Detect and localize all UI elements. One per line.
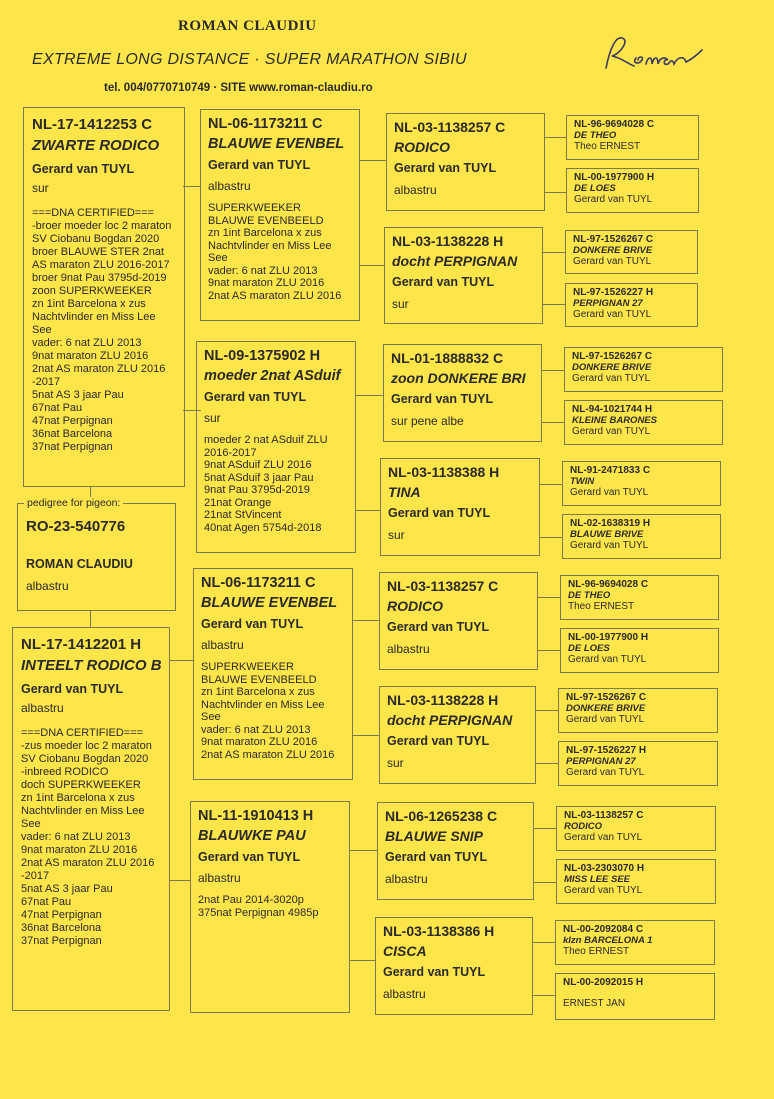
connector-line [540,484,562,485]
connector-line [350,850,377,851]
great-grandparent-card [379,686,536,784]
connector-line [536,763,558,764]
contact-line: tel. 004/0770710749 · SITE www.roman-claudiu.ro [104,82,373,94]
achievement-line: vader: 6 nat ZLU 2013 [201,723,311,736]
connector-line [352,735,379,736]
breeder-name: Gerard van TUYL [392,275,495,289]
achievements-list [32,207,176,454]
pigeon-name: BLAUWE EVENBEL [201,595,338,611]
pigeon-color: albastru [387,642,430,656]
achievement-line: 5nat AS 3 jaar Pau [32,389,124,401]
ring-number: NL-97-1526227 H [573,287,654,298]
ancestor-card [564,400,723,445]
ring-number: NL-00-1977900 H [574,172,655,183]
ancestor-card [565,283,698,327]
achievement-line: 9nat Pau 3795d-2019 [204,484,310,496]
breeder-name: Gerard van TUYL [32,162,135,176]
achievement-line: Nachtvlinder en Miss Lee [208,239,332,252]
connector-line [538,650,560,651]
ring-number: NL-97-1526227 H [566,745,647,756]
achievement-line: 5nat AS 3 jaar Pau [21,883,113,895]
ancestor-card [564,347,723,392]
breeder-name: Gerard van TUYL [204,390,307,404]
ring-number: NL-09-1375902 H [204,348,321,364]
achievement-line: -inbreed RODICO [21,766,109,778]
pigeon-name: INTEELT RODICO B [21,657,162,674]
pigeon-name: BLAUWE SNIP [385,828,483,844]
ring-number: NL-11-1910413 H [198,808,314,824]
achievement-line: moeder 2 nat ASduif ZLU [204,434,328,446]
connector-line [183,186,201,187]
pigeon-color: albastru [385,872,428,886]
achievement-line: 67nat Pau [21,896,72,908]
breeder-name: Gerard van TUYL [573,256,652,267]
great-grandparent-card [383,344,542,442]
pigeon-color: albastru [201,638,244,652]
connector-line [540,537,562,538]
grandparent-card [190,801,350,1013]
pigeon-name: PERPIGNAN 27 [566,756,636,767]
pigeon-name: TWIN [570,476,595,487]
pigeon-color: sur [388,528,405,542]
achievement-line: 2016-2017 [204,446,257,459]
connector-line [170,880,190,881]
ring-number: NL-00-2092084 C [563,924,644,935]
ring-number: NL-03-1138386 H [383,923,495,939]
pigeon-color: sur [387,756,404,770]
connector-line [543,304,565,305]
pigeon-name: BLAUWKE PAU [198,828,306,844]
achievement-line: See [32,324,52,336]
ring-number: NL-97-1526267 C [572,351,653,362]
achievement-line: SUPERKWEEKER [208,202,301,214]
subtitle: EXTREME LONG DISTANCE · SUPER MARATHON SIBIU [32,51,467,68]
pigeon-color: sur [392,297,409,311]
achievement-line: zn 1int Barcelona x zus [201,686,315,698]
achievement-line: vader: 6 nat ZLU 2013 [21,831,131,843]
connector-line [542,370,564,371]
pigeon-color: albastru [394,183,437,197]
pigeon-name: moeder 2nat ASduif [204,368,341,384]
grandparent-card [196,341,356,553]
ring-number: NL-17-1412201 H [21,636,142,653]
ancestor-card [555,920,715,965]
pigeon-color: albastru [26,579,69,593]
connector-line [170,660,194,661]
ring-number: NL-97-1526267 C [566,692,647,703]
achievement-line: 36nat Barcelona [21,922,102,934]
breeder-name: Gerard van TUYL [568,654,647,665]
achievement-line: 9nat maraton ZLU 2016 [32,350,149,362]
ancestor-card [562,461,721,506]
breeder-name: Gerard van TUYL [570,540,649,551]
breeder-name: Theo ERNEST [568,601,635,612]
ring-number: NL-03-1138388 H [388,464,500,480]
pigeon-color: albastru [21,701,64,715]
pigeon-name: DONKERE BRIVE [573,245,653,256]
breeder-name: Gerard van TUYL [385,850,488,864]
pigeon-name: BLAUWE BRIVE [570,529,644,540]
connector-line [543,252,565,253]
achievement-line: SV Ciobanu Bogdan 2020 [32,233,160,245]
subject-card [17,503,176,611]
ring-number: NL-03-1138228 H [387,692,499,708]
connector-line [545,137,566,138]
connector-line [360,265,384,266]
owner-name: ROMAN CLAUDIU [26,557,133,571]
ring-number: NL-06-1265238 C [385,808,498,824]
pigeon-name: klzn BARCELONA 1 [563,935,653,946]
achievement-line: See [21,818,41,830]
pigeon-name: RODICO [564,821,602,832]
achievement-line: See [201,711,221,723]
breeder-name: Gerard van TUYL [208,158,311,172]
breeder-name: Gerard van TUYL [201,617,304,631]
pigeon-name: DONKERE BRIVE [572,362,652,373]
achievement-line: See [208,252,228,264]
connector-line [545,192,566,193]
achievement-line: 36nat Barcelona [32,428,113,440]
connector-line [352,620,379,621]
breeder-name: Gerard van TUYL [383,965,486,979]
pigeon-color: sur [204,411,221,425]
achievements-list [204,434,348,534]
breeder-title: ROMAN CLAUDIU [178,18,317,34]
connector-line [534,882,556,883]
pigeon-name: docht PERPIGNAN [392,253,518,269]
achievements-list [201,661,345,761]
ring-number: NL-94-1021744 H [572,404,653,415]
ring-number: NL-17-1412253 C [32,116,153,133]
pigeon-name: DE LOES [574,183,616,194]
breeder-name: Gerard van TUYL [566,714,645,725]
great-grandparent-card [375,917,533,1015]
ancestor-card [566,115,699,160]
breeder-name: Gerard van TUYL [387,620,490,634]
achievement-line: vader: 6 nat ZLU 2013 [32,337,142,349]
pigeon-name: DONKERE BRIVE [566,703,646,714]
pigeon-name: BLAUWE EVENBEL [208,136,345,152]
pigeon-color: albastru [198,871,241,885]
ancestor-card [558,741,718,786]
breeder-name: ERNEST JAN [563,998,626,1009]
breeder-name: Gerard van TUYL [394,161,497,175]
achievement-line: doch SUPERKWEEKER [21,779,141,791]
pigeon-name: zoon DONKERE BRI [391,370,526,386]
achievements-list [198,894,342,919]
ring-number: NL-03-1138257 C [564,810,644,821]
achievement-line: BLAUWE EVENBEELD [201,673,317,686]
breeder-name: Gerard van TUYL [387,734,490,748]
achievement-line: -2017 [21,870,50,882]
connector-line [534,828,556,829]
ring-number: NL-97-1526267 C [573,234,654,245]
achievement-line: 2nat Pau 2014-3020p [198,894,304,906]
achievement-line: broer BLAUWE STER 2nat [32,246,165,258]
achievement-line: zoon SUPERKWEEKER [32,285,152,297]
ancestor-card [566,168,699,213]
grandparent-card [193,568,353,780]
pigeon-name: DE LOES [568,643,610,654]
pigeon-name: TINA [388,484,421,500]
ring-number: NL-00-1977900 H [568,632,649,643]
achievement-line: 47nat Perpignan [32,415,113,427]
achievement-line: ===DNA CERTIFIED=== [21,727,144,739]
pigeon-color: sur [32,181,49,195]
ring-number: NL-03-1138257 C [394,119,506,135]
connector-line [356,395,383,396]
pigeon-name: MISS LEE SEE [564,874,630,885]
connector-line [90,610,91,628]
pedigree-label: pedigree for pigeon: [24,497,123,509]
achievement-line: 47nat Perpignan [21,909,102,921]
achievement-line: AS maraton ZLU 2016-2017 [32,259,170,271]
connector-line [536,710,558,711]
ancestor-card [560,628,719,673]
breeder-name: Gerard van TUYL [388,506,491,520]
connector-line [360,160,386,161]
handwritten-signature [598,28,708,78]
achievement-line: 37nat Perpignan [21,935,102,947]
achievement-line: 40nat Agen 5754d-2018 [204,521,322,534]
ring-number: NL-03-2303070 H [564,863,645,874]
great-grandparent-card [386,113,545,211]
ancestor-card [556,859,716,904]
breeder-name: Gerard van TUYL [198,850,301,864]
achievement-line: Nachtvlinder en Miss Lee [201,698,325,711]
grandparent-card [200,109,360,321]
ancestor-card [556,806,716,851]
achievement-line: 2nat AS maraton ZLU 2016 [201,748,335,761]
breeder-name: Gerard van TUYL [564,885,643,896]
achievements-list [208,202,352,302]
pigeon-name: RODICO [394,139,450,155]
connector-line [356,510,380,511]
achievement-line: 375nat Perpignan 4985p [198,906,319,919]
breeder-name: Gerard van TUYL [574,194,653,205]
achievement-line: 2nat AS maraton ZLU 2016 [21,857,155,869]
great-grandparent-card [377,802,534,900]
achievement-line: 2nat AS maraton ZLU 2016 [32,363,166,375]
achievement-line: 9nat maraton ZLU 2016 [201,736,318,748]
breeder-name: Gerard van TUYL [572,426,651,437]
achievement-line: SV Ciobanu Bogdan 2020 [21,753,149,765]
connector-line [542,422,564,423]
ring-number: NL-02-1638319 H [570,518,651,529]
ring-number: NL-06-1173211 C [208,116,323,132]
ancestor-card [562,514,721,559]
achievement-line: 2nat AS maraton ZLU 2016 [208,289,342,302]
father-card [23,107,185,487]
pigeon-name [563,988,707,998]
achievement-line: 9nat maraton ZLU 2016 [208,277,325,289]
achievement-line: -zus moeder loc 2 maraton [21,740,152,752]
achievement-line: Nachtvlinder en Miss Lee [32,311,156,323]
connector-line [538,597,560,598]
connector-line [533,995,555,996]
pigeon-color: sur pene albe [391,414,464,428]
ring-number: NL-96-9694028 C [574,119,655,130]
pigeon-name: KLEINE BARONES [572,415,657,426]
achievement-line: -broer moeder loc 2 maraton [32,220,172,232]
achievement-line: ===DNA CERTIFIED=== [32,207,155,219]
pigeon-name: ZWARTE RODICO [32,137,160,154]
achievement-line: 67nat Pau [32,402,83,414]
ring-number: NL-00-2092015 H [563,977,644,988]
achievement-line: 9nat maraton ZLU 2016 [21,844,138,856]
pigeon-name: PERPIGNAN 27 [573,298,643,309]
pigeon-name: DE THEO [568,590,611,601]
breeder-name: Gerard van TUYL [566,767,645,778]
great-grandparent-card [380,458,540,556]
ring-number: NL-06-1173211 C [201,575,316,591]
ring-number: NL-01-1888832 C [391,350,504,366]
achievements-list [21,727,161,948]
achievement-line: -2017 [32,376,61,388]
great-grandparent-card [379,572,538,670]
breeder-name: Theo ERNEST [563,946,630,957]
ancestor-card [560,575,719,620]
breeder-name: Gerard van TUYL [564,832,643,843]
pigeon-name: DE THEO [574,130,617,141]
ring-number: NL-03-1138257 C [387,578,499,594]
achievement-line: 5nat ASduif 3 jaar Pau [204,471,314,484]
achievement-line: zn 1int Barcelona x zus [32,298,146,310]
ring-number: NL-91-2471833 C [570,465,651,476]
achievement-line: 9nat ASduif ZLU 2016 [204,459,312,471]
ancestor-card [558,688,718,733]
breeder-name: Gerard van TUYL [573,309,652,320]
achievement-line: Nachtvlinder en Miss Lee [21,805,145,817]
ancestor-card [555,973,715,1020]
achievement-line: zn 1int Barcelona x zus [208,227,322,239]
connector-line [350,960,375,961]
pigeon-name: RODICO [387,598,443,614]
breeder-name: Gerard van TUYL [391,392,494,406]
pigeon-color: albastru [383,987,426,1001]
achievement-line: 21nat Orange [204,496,272,509]
achievement-line: BLAUWE EVENBEELD [208,214,324,227]
mother-card [12,627,170,1011]
achievement-line: zn 1int Barcelona x zus [21,792,135,804]
ancestor-card [565,230,698,274]
breeder-name: Gerard van TUYL [572,373,651,384]
breeder-name: Theo ERNEST [574,141,641,152]
ring-number: NL-03-1138228 H [392,233,504,249]
achievement-line: 21nat StVincent [204,509,282,521]
achievement-line: SUPERKWEEKER [201,661,294,673]
pigeon-color: albastru [208,179,251,193]
achievement-line: 37nat Perpignan [32,441,113,453]
ring-number: NL-96-9694028 C [568,579,649,590]
ring-number: RO-23-540776 [26,518,126,535]
great-grandparent-card [384,227,543,324]
connector-line [533,942,555,943]
breeder-name: Gerard van TUYL [21,682,124,696]
pigeon-name: docht PERPIGNAN [387,712,513,728]
breeder-name: Gerard van TUYL [570,487,649,498]
achievement-line: vader: 6 nat ZLU 2013 [208,264,318,277]
pigeon-name: CISCA [383,943,427,959]
achievement-line: broer 9nat Pau 3795d-2019 [32,272,167,284]
